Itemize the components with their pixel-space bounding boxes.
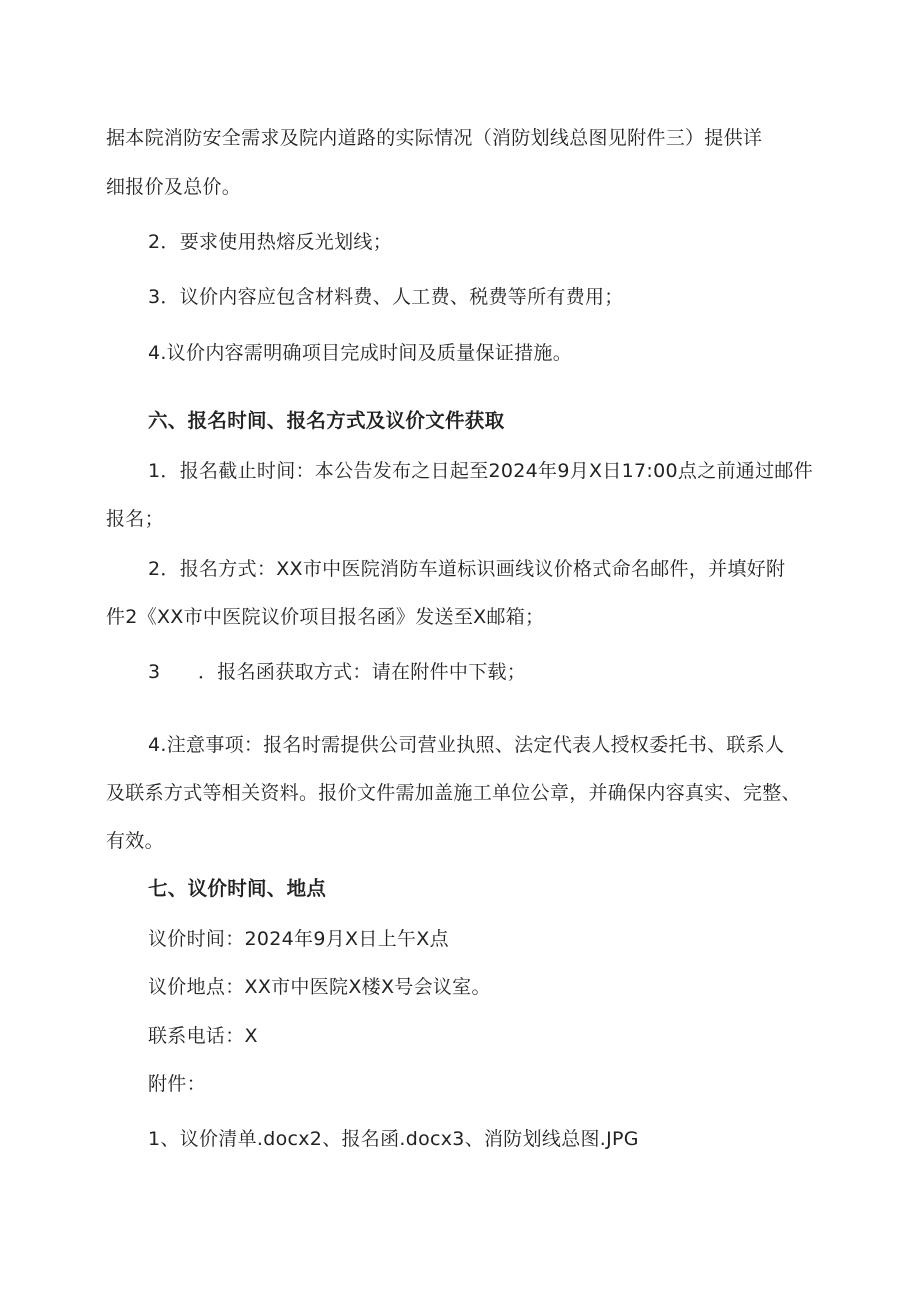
section6-item-1-line2: 报名；	[106, 508, 164, 530]
item-text: ．报名函获取方式：请在附件中下载；	[198, 661, 527, 683]
item-text: .议价内容需明确项目完成时间及质量保证措施。	[160, 342, 573, 364]
item-text: ．议价内容应包含材料费、人工费、税费等所有费用；	[160, 286, 624, 308]
item-number: 4	[148, 342, 161, 364]
item-text: ．报名方式：XX市中医院消防车道标识画线议价格式命名邮件，并填好附	[160, 558, 786, 580]
section6-item-2-line2: 件2《XX市中医院议价项目报名函》发送至X邮箱；	[106, 606, 545, 628]
item-number: 3	[148, 286, 161, 308]
section6-item-3	[148, 659, 526, 685]
attachments-label: 附件：	[148, 1073, 206, 1095]
item-number: 2	[148, 231, 161, 253]
item-number: 3	[148, 661, 161, 683]
item-number: 4	[148, 734, 161, 756]
negotiation-time: 议价时间：2024年9月X日上午X点	[148, 928, 449, 950]
item-number: 1	[148, 460, 161, 482]
contact-phone: 联系电话：X	[148, 1025, 258, 1047]
item-text: ．要求使用热熔反光划线；	[160, 231, 392, 253]
section5-item-4	[148, 340, 572, 366]
section6-item-4-line1	[148, 732, 784, 758]
item-text: .注意事项：报名时需提供公司营业执照、法定代表人授权委托书、联系人	[160, 734, 785, 756]
section5-item-3	[148, 284, 624, 310]
section5-paragraph-line1: 据本院消防安全需求及院内道路的实际情况（消防划线总图见附件三）提供详	[106, 127, 763, 149]
item-number: 2	[148, 558, 161, 580]
section7-heading: 七、议价时间、地点	[148, 877, 327, 900]
section5-paragraph-line2: 细报价及总价。	[106, 176, 242, 198]
attachments-list: 1、议价清单.docx2、报名函.docx3、消防划线总图.JPG	[148, 1128, 639, 1150]
item-text: ．报名截止时间：本公告发布之日起至2024年9月X日17:00点之前通过邮件	[160, 460, 814, 482]
negotiation-place: 议价地点：XX市中医院X楼X号会议室。	[148, 976, 491, 998]
section6-item-4-line2: 及联系方式等相关资料。报价文件需加盖施工单位公章，并确保内容真实、完整、	[106, 782, 801, 804]
section6-heading: 六、报名时间、报名方式及议价文件获取	[148, 409, 505, 432]
section6-item-4-line3: 有效。	[106, 830, 164, 852]
section6-item-2-line1	[148, 556, 785, 582]
section6-item-1-line1	[148, 458, 813, 484]
section5-item-2	[148, 229, 392, 255]
